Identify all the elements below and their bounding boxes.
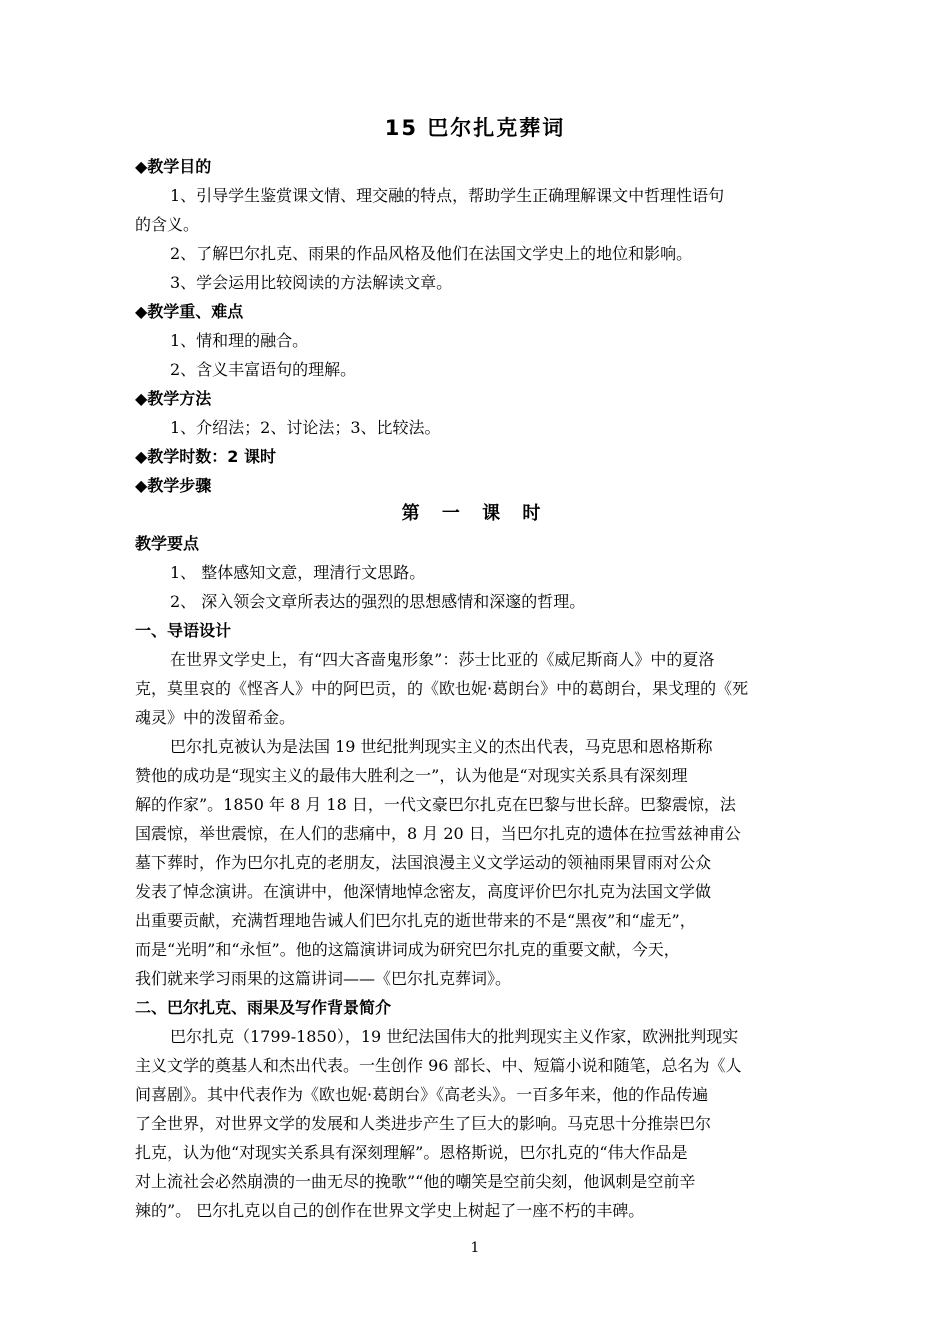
methods-list: 1、介绍法；2、讨论法；3、比较法。	[170, 418, 441, 437]
steps-heading: ◆教学步骤	[135, 476, 212, 495]
page-number: 1	[470, 1240, 480, 1256]
intro-paragraph-2-line: 出重要贡献，充满哲理地告诫人们巴尔扎克的逝世带来的不是“黑夜”和“虚无”，	[135, 911, 696, 930]
background-line: 扎克，认为他“对现实关系具有深刻理解”。恩格斯说，巴尔扎克的“伟大作品是	[135, 1143, 688, 1162]
intro-paragraph-1-line: 克，莫里哀的《悭吝人》中的阿巴贡，的《欧也妮·葛朗台》中的葛朗台，果戈理的《死	[135, 679, 749, 698]
intro-paragraph-2-line: 国震惊，举世震惊，在人们的悲痛中，8 月 20 日，当巴尔扎克的遗体在拉雪兹神甫公	[135, 824, 741, 843]
lesson-title: 第 一 课 时	[401, 503, 549, 524]
key-point-2: 2、含义丰富语句的理解。	[170, 360, 357, 379]
class-hours: ◆教学时数：2 课时	[135, 447, 277, 466]
key-points-heading: ◆教学重、难点	[135, 302, 244, 321]
objectives-heading: ◆教学目的	[135, 157, 212, 176]
background-line: 了全世界，对世界文学的发展和人类进步产生了巨大的影响。马克思十分推崇巴尔	[135, 1114, 712, 1133]
teaching-point-2: 2、 深入领会文章所表达的强烈的思想感情和深邃的哲理。	[170, 592, 586, 611]
background-line: 辣的”。 巴尔扎克以自己的创作在世界文学史上树起了一座不朽的丰碑。	[135, 1201, 645, 1220]
methods-heading: ◆教学方法	[135, 389, 212, 408]
objective-1-line-2: 的含义。	[135, 215, 200, 234]
objective-3: 3、学会运用比较阅读的方法解读文章。	[170, 273, 453, 292]
teaching-point-1: 1、 整体感知文意，理清行文思路。	[170, 563, 426, 582]
intro-paragraph-2-line: 解的作家”。1850 年 8 月 18 日，一代文豪巴尔扎克在巴黎与世长辞。巴黎震惊，法	[135, 795, 736, 814]
intro-paragraph-2-line: 而是“光明”和“永恒”。他的这篇演讲词成为研究巴尔扎克的重要文献，今天，	[135, 940, 680, 959]
background-heading: 二、巴尔扎克、雨果及写作背景简介	[135, 998, 392, 1017]
document-title: 15 巴尔扎克葬词	[384, 116, 566, 140]
background-line: 对上流社会必然崩溃的一曲无尽的挽歌”“他的嘲笑是空前尖刻，他讽刺是空前辛	[135, 1172, 696, 1191]
intro-paragraph-2-line: 赞他的成功是“现实主义的最伟大胜利之一”，认为他是“对现实关系具有深刻理	[135, 766, 688, 785]
intro-paragraph-2-line: 墓下葬时，作为巴尔扎克的老朋友，法国浪漫主义文学运动的领袖雨果冒雨对公众	[135, 853, 712, 872]
background-line: 主义文学的奠基人和杰出代表。一生创作 96 部长、中、短篇小说和随笔，总名为《人	[135, 1056, 742, 1075]
intro-paragraph-2-line: 我们就来学习雨果的这篇讲词——《巴尔扎克葬词》。	[135, 969, 512, 988]
objective-1-line-1: 1、引导学生鉴赏课文情、理交融的特点，帮助学生正确理解课文中哲理性语句	[170, 186, 725, 205]
intro-paragraph-1-line: 魂灵》中的泼留希金。	[135, 708, 296, 727]
intro-paragraph-1-line: 在世界文学史上，有“四大吝啬鬼形象”：莎士比亚的《威尼斯商人》中的夏洛	[170, 650, 715, 669]
teaching-points-heading: 教学要点	[135, 534, 200, 553]
intro-paragraph-2-line: 巴尔扎克被认为是法国 19 世纪批判现实主义的杰出代表，马克思和恩格斯称	[170, 737, 713, 756]
objective-2: 2、了解巴尔扎克、雨果的作品风格及他们在法国文学史上的地位和影响。	[170, 244, 693, 263]
background-line: 巴尔扎克（1799-1850），19 世纪法国伟大的批判现实主义作家，欧洲批判现实	[170, 1027, 739, 1046]
key-point-1: 1、情和理的融合。	[170, 331, 309, 350]
intro-paragraph-2-line: 发表了悼念演讲。在演讲中，他深情地悼念密友，高度评价巴尔扎克为法国文学做	[135, 882, 712, 901]
background-line: 间喜剧》。其中代表作为《欧也妮·葛朗台》《高老头》。一百多年来，他的作品传遍	[135, 1085, 709, 1104]
intro-heading: 一、导语设计	[135, 621, 232, 640]
